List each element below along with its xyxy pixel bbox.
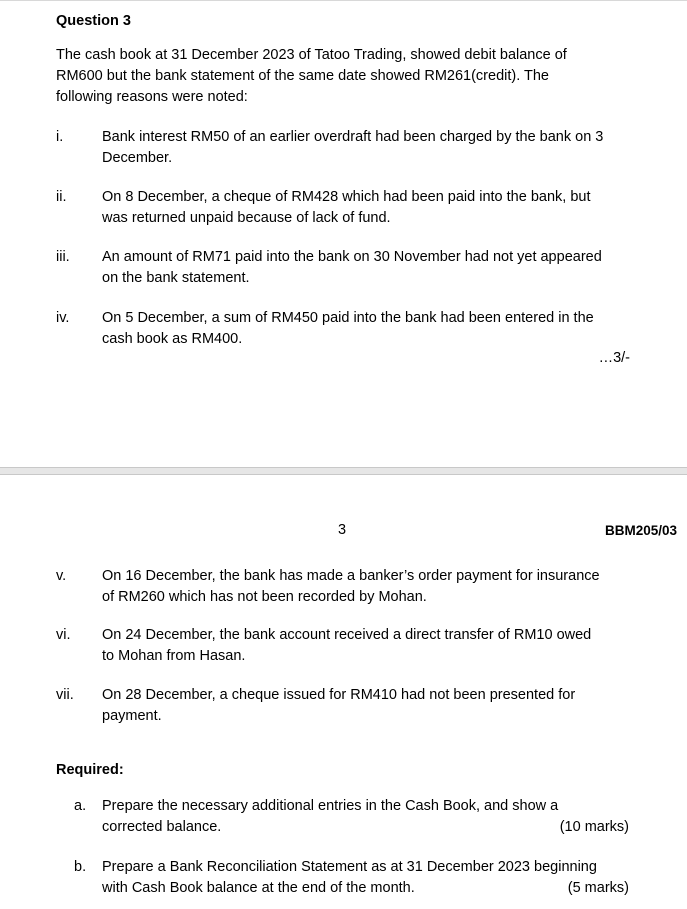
item-text xyxy=(102,625,629,667)
page-number: 3 xyxy=(338,522,347,538)
intro-line: RM600 but the bank statement of the same date showed RM261(credit). The xyxy=(56,68,549,84)
item-line: cash book as RM400. xyxy=(102,331,243,347)
marks-label: (5 marks) xyxy=(567,880,629,896)
continued-marker: …3/- xyxy=(598,350,630,366)
requirement-text xyxy=(102,796,629,838)
requirement-line: corrected balance. xyxy=(102,819,222,835)
item-text xyxy=(102,187,629,229)
page-2 xyxy=(0,475,687,909)
item-text xyxy=(102,127,629,169)
item-line: Bank interest RM50 of an earlier overdraft had been charged by the bank on 3 xyxy=(102,129,604,145)
item-text xyxy=(102,566,629,608)
item-number: iii. xyxy=(56,249,70,265)
requirement-letter: b. xyxy=(74,859,87,875)
item-line: to Mohan from Hasan. xyxy=(102,648,246,664)
item-line: of RM260 which has not been recorded by Mohan. xyxy=(102,589,427,605)
item-text xyxy=(102,247,629,289)
item-text xyxy=(102,685,629,727)
item-line: On 16 December, the bank has made a banker’s order payment for insurance xyxy=(102,568,600,584)
intro-line: following reasons were noted: xyxy=(56,89,248,105)
item-line: On 24 December, the bank account received a direct transfer of RM10 owed xyxy=(102,627,592,643)
marks-label: (10 marks) xyxy=(559,819,629,835)
item-line: An amount of RM71 paid into the bank on 30 November had not yet appeared xyxy=(102,249,602,265)
item-text xyxy=(102,308,629,350)
item-number: v. xyxy=(56,568,67,584)
question-title: Question 3 xyxy=(56,13,131,29)
requirement-line: Prepare a Bank Reconciliation Statement as at 31 December 2023 beginning xyxy=(102,859,597,875)
item-number: vii. xyxy=(56,687,74,703)
item-line: On 8 December, a cheque of RM428 which had been paid into the bank, but xyxy=(102,189,591,205)
item-number: ii. xyxy=(56,189,67,205)
requirement-line: Prepare the necessary additional entries in the Cash Book, and show a xyxy=(102,798,559,814)
requirement-letter: a. xyxy=(74,798,87,814)
page-separator xyxy=(0,467,687,475)
item-number: vi. xyxy=(56,627,71,643)
item-number: iv. xyxy=(56,310,70,326)
item-line: payment. xyxy=(102,708,162,724)
item-line: on the bank statement. xyxy=(102,270,250,286)
item-line: was returned unpaid because of lack of fund. xyxy=(102,210,391,226)
requirement-text xyxy=(102,857,629,899)
intro-line: The cash book at 31 December 2023 of Tatoo Trading, showed debit balance of xyxy=(56,47,567,63)
item-line: On 5 December, a sum of RM450 paid into the bank had been entered in the xyxy=(102,310,594,326)
course-code: BBM205/03 xyxy=(604,523,677,538)
required-heading: Required: xyxy=(56,762,124,778)
requirement-line: with Cash Book balance at the end of the month. xyxy=(102,880,415,896)
intro-paragraph xyxy=(56,45,629,108)
item-number: i. xyxy=(56,129,64,145)
item-line: On 28 December, a cheque issued for RM410 had not been presented for xyxy=(102,687,576,703)
item-line: December. xyxy=(102,150,173,166)
